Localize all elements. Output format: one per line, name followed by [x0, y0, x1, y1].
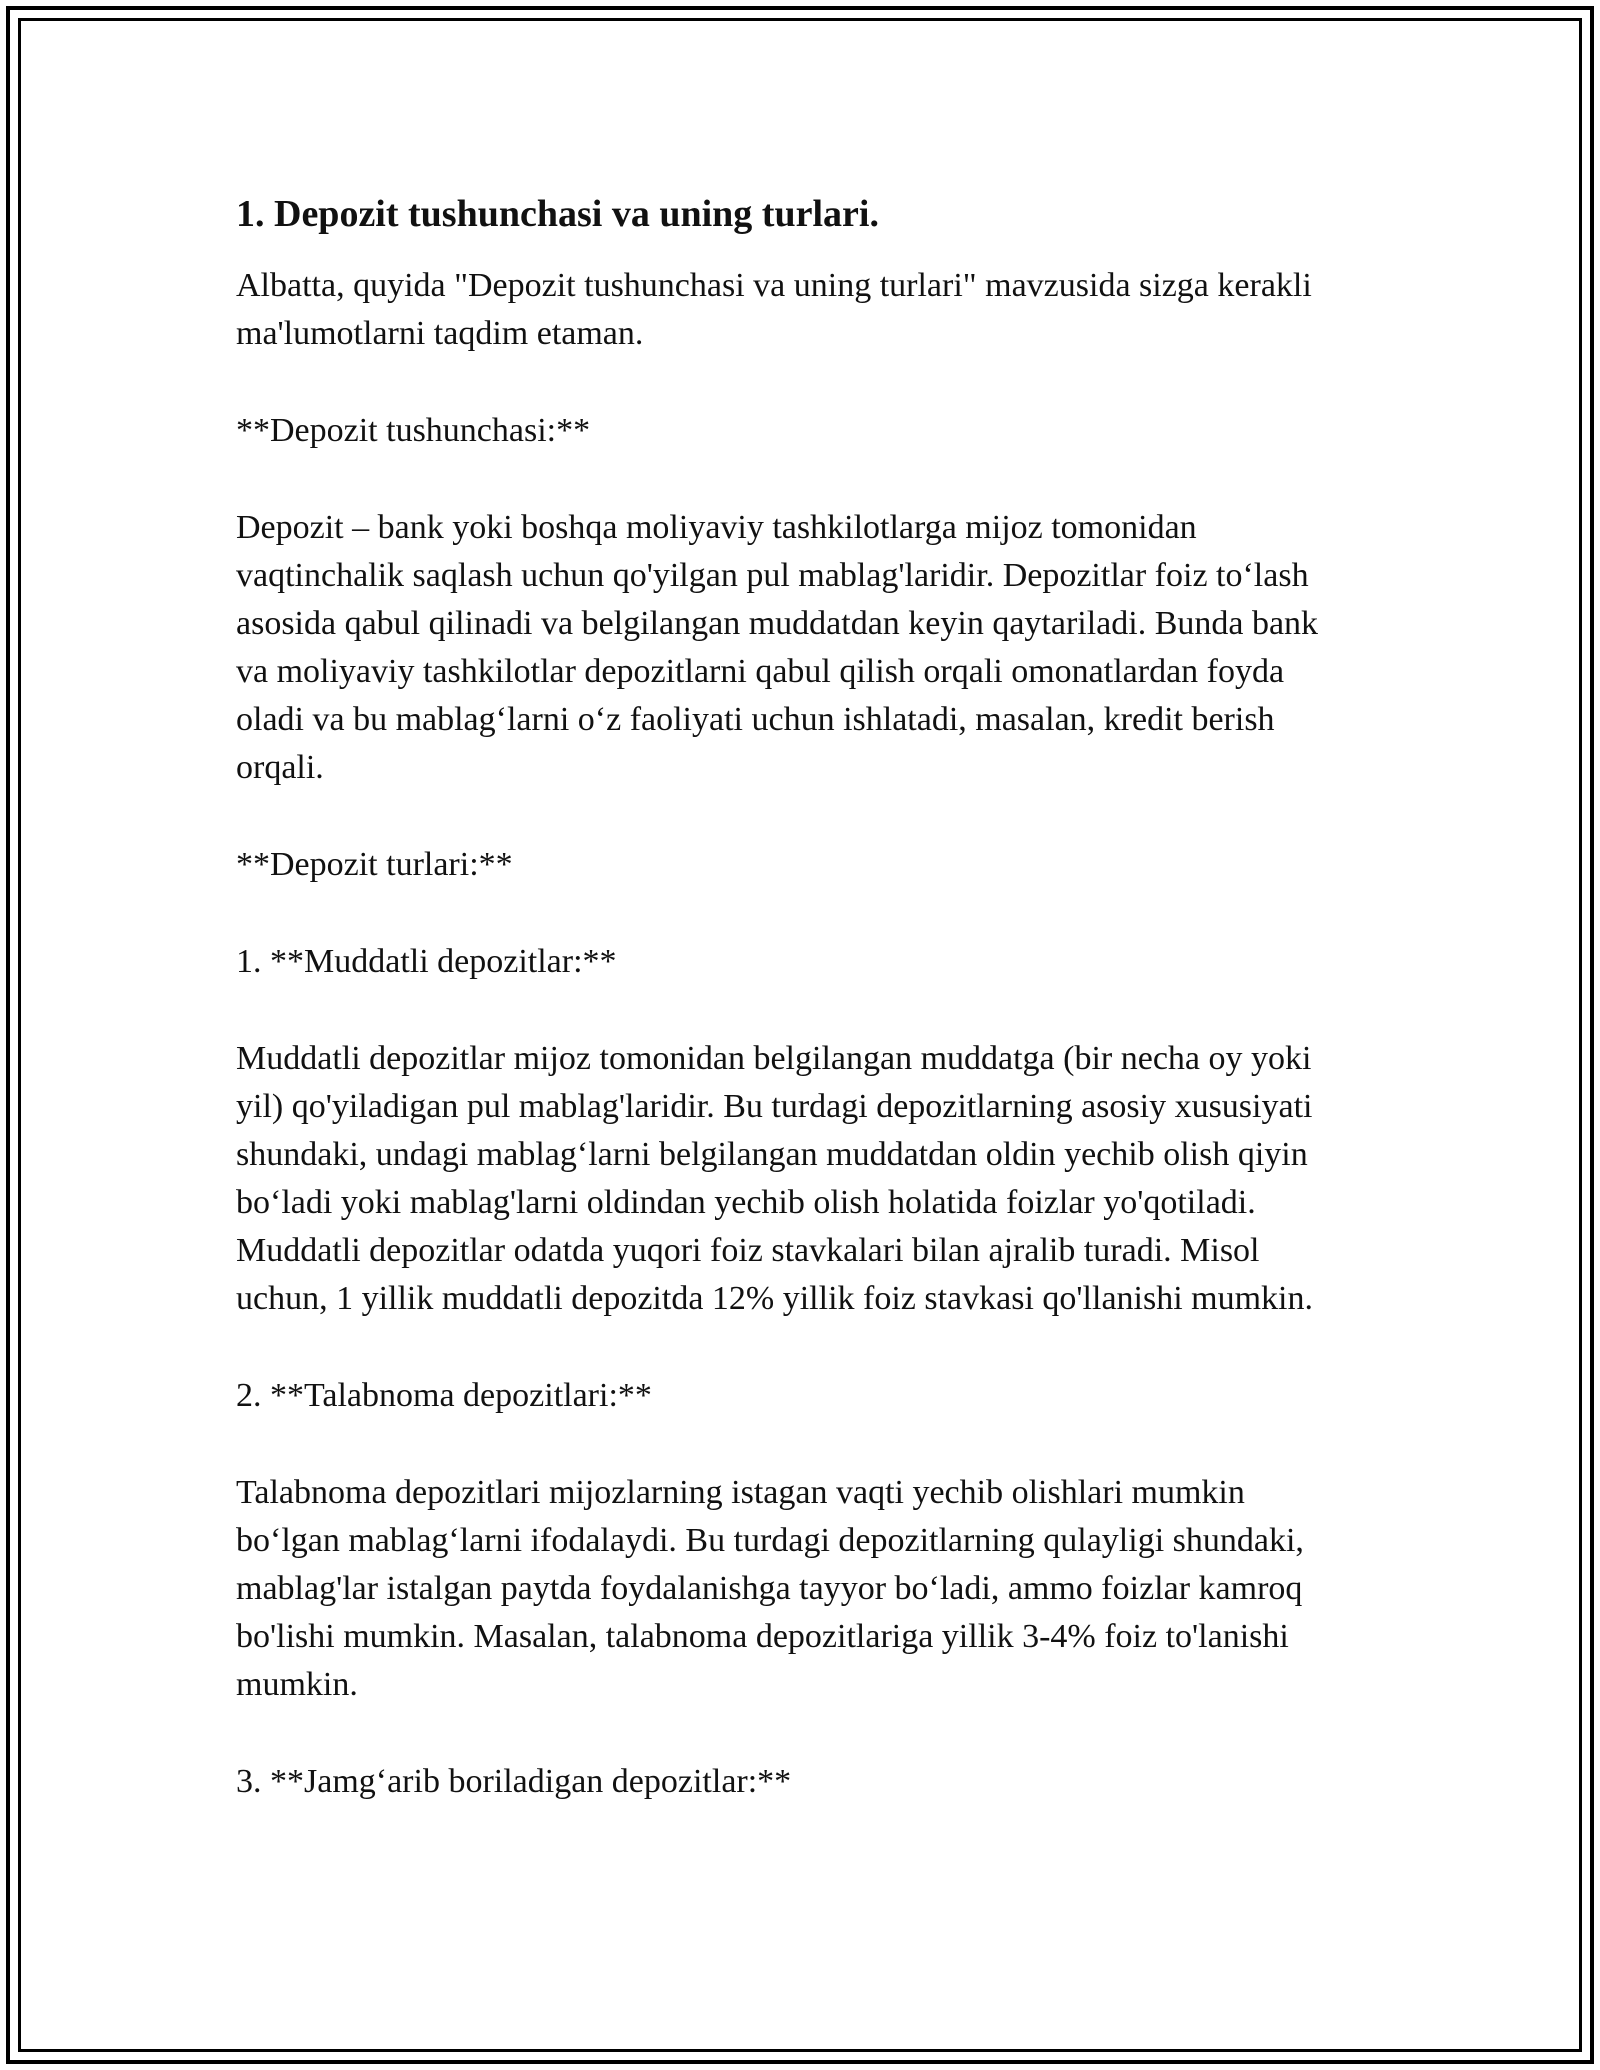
list-item-heading-muddatli: 1. **Muddatli depozitlar:** [236, 943, 617, 980]
document-title: 1. Depozit tushunchasi va uning turlari. [236, 193, 879, 235]
muddatli-paragraph: Muddatli depozitlar mijoz tomonidan belgilangan muddatga (bir necha oy yoki yil) qo'yiladigan pul mablag'laridir. Bu turdagi depozitlarning asosiy xususiyati shundaki, undagi mablag‘larni belgilangan muddatdan oldin yechib olish qiyin bo‘ladi yoki mablag'larni oldindan yechib olish holatida foizlar yo'qotiladi. Muddatli depozitlar odatda yuqori foiz stavkalari bilan ajralib turadi. Misol uchun, 1 yillik muddatli depozitda 12% yillik foiz stavkasi qo'llanishi mumkin. [236, 1040, 1313, 1317]
talabnoma-paragraph: Talabnoma depozitlari mijozlarning istagan vaqti yechib olishlari mumkin bo‘lgan mablag‘larni ifodalaydi. Bu turdagi depozitlarning qulayligi shundaki, mablag'lar istalgan paytda foydalanishga tayyor bo‘ladi, ammo foizlar kamroq bo'lishi mumkin. Masalan, talabnoma depozitlariga yillik 3-4% foiz to'lanishi mumkin. [236, 1474, 1304, 1703]
section-heading-depozit-tushunchasi: **Depozit tushunchasi:** [236, 412, 591, 449]
intro-paragraph: Albatta, quyida "Depozit tushunchasi va uning turlari" mavzusida sizga kerakli ma'lumotlarni taqdim etaman. [236, 267, 1312, 352]
list-item-heading-jamgarib: 3. **Jamg‘arib boriladigan depozitlar:** [236, 1763, 792, 1800]
list-item-heading-talabnoma: 2. **Talabnoma depozitlari:** [236, 1377, 652, 1414]
definition-paragraph: Depozit – bank yoki boshqa moliyaviy tashkilotlarga mijoz tomonidan vaqtinchalik saqlash uchun qo'yilgan pul mablag'laridir. Depozitlar foiz to‘lash asosida qabul qilinadi va belgilangan muddatdan keyin qaytariladi. Bunda bank va moliyaviy tashkilotlar depozitlarni qabul qilish orqali omonatlardan foyda oladi va bu mablag‘larni o‘z faoliyati uchun ishlatadi, masalan, kredit berish orqali. [236, 509, 1319, 786]
section-heading-depozit-turlari: **Depozit turlari:** [236, 846, 513, 883]
document-body [236, 186, 1356, 1806]
